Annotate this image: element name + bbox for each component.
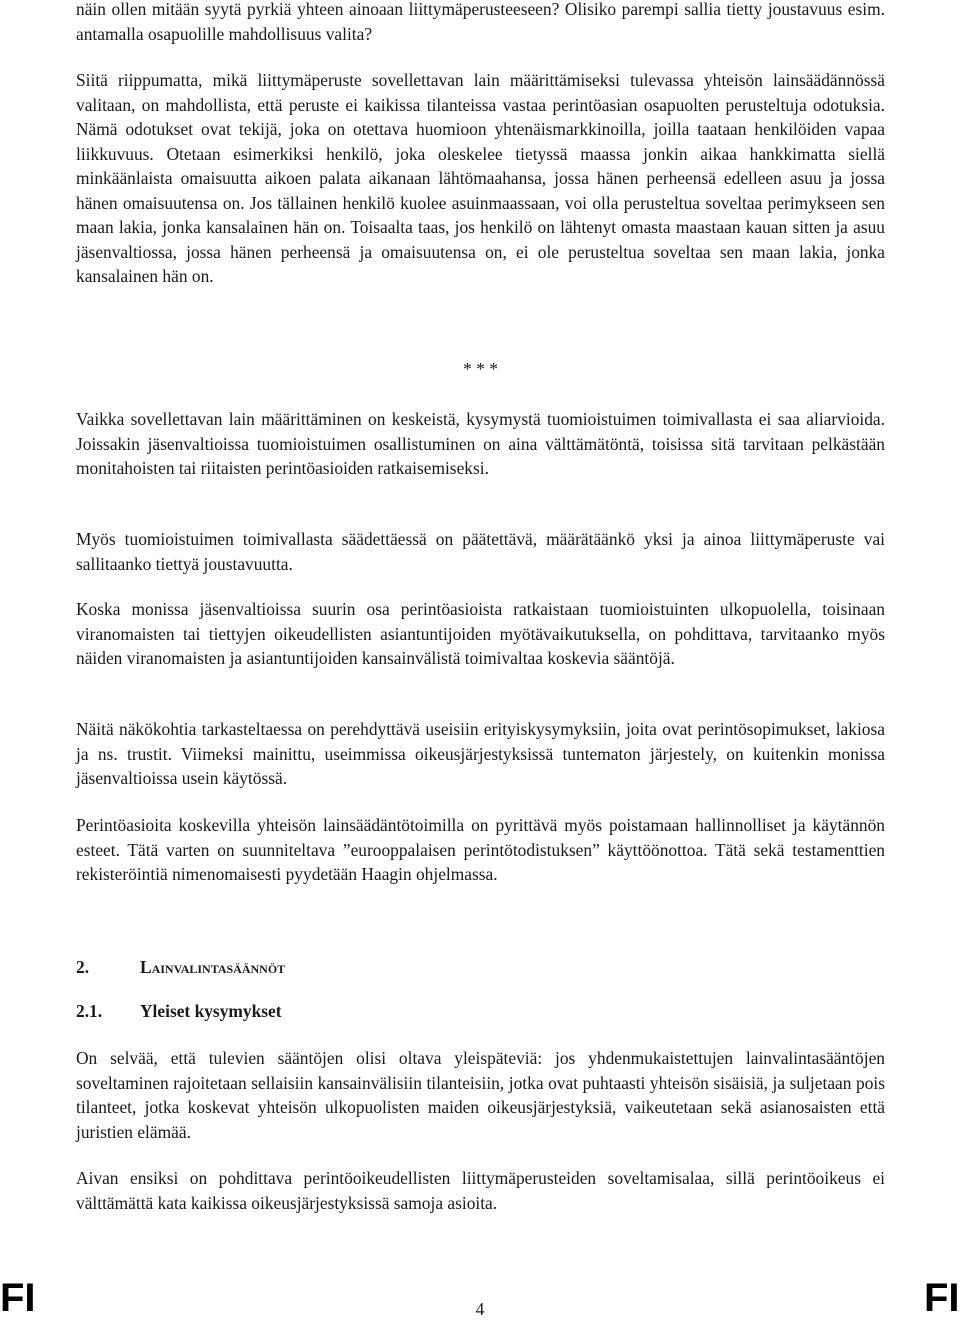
section-separator: * * *	[463, 359, 498, 379]
page-number: 4	[475, 1299, 485, 1319]
subsection-title: Yleiset kysymykset	[140, 1001, 282, 1021]
paragraph-authorities: Koska monissa jäsenvaltioissa suurin osa perintöasioista ratkaistaan tuomioistuinten ulkopuolella, toisinaan viranomaisten tai tiettyjen oikeudellisten asiantuntijoiden myötävaikutuksella, on pohdittava, tarvitaanko myös näiden viranomaisten ja asiantuntijoiden kansainvälistä toimivaltaa koskevia sääntöjä.	[76, 599, 885, 668]
section-heading-2	[76, 957, 285, 978]
paragraph-continued: näin ollen mitään syytä pyrkiä yhteen ainoaan liittymäperusteeseen? Olisiko parempi sallia tietty joustavuus esim. antamalla osapuolille mahdollisuus valita?	[76, 0, 885, 44]
paragraph-jurisdiction: Vaikka sovellettavan lain määrittäminen on keskeistä, kysymystä tuomioistuimen toimivallasta ei saa aliarvioida. Joissakin jäsenvaltioissa tuomioistuimen osallistuminen on aina välttämätöntä, toisissa sitä tarvitaan pelkästään monitahoisten tai riitaisten perintöasioiden ratkaisemiseksi.	[76, 409, 885, 478]
section-number: 2.	[76, 957, 90, 977]
subsection-number: 2.1.	[76, 1001, 103, 1021]
paragraph-scope: Aivan ensiksi on pohdittava perintöoikeudellisten liittymäperusteiden soveltamisalaa, sillä perintöoikeus ei välttämättä kata kaikissa oikeusjärjestyksissä samoja asioita.	[76, 1168, 885, 1213]
footer-language-code-right: FI	[924, 1276, 960, 1320]
footer-language-code-left: FI	[0, 1276, 36, 1320]
paragraph-expectations: Siitä riippumatta, mikä liittymäperuste sovellettavan lain määrittämiseksi tulevassa yhteisön lainsäädännössä valitaan, on mahdollista, että peruste ei kaikissa tilanteissa vastaa perintöasian osapuolten perusteltuja odotuksia. Nämä odotukset ovat tekijä, joka on otettava huomioon yhtenäismarkkinoilla, joilla taataan henkilöiden vapaa liikkuvuus. Otetaan esimerkiksi henkilö, joka oleskelee tietyssä maassa jonkin aikaa hankkimatta siellä minkäänlaista omaisuutta aikoen palata aikanaan lähtömaahansa, jossa hänen perheensä edelleen asuu ja jossa hänen omaisuutensa on. Jos tällainen henkilö kuolee asuinmaassaan, voi olla perusteltua soveltaa perimykseen sen maan lakia, jonka kansalainen hän on. Toisaalta taas, jos henkilö on lähtenyt omasta maastaan kauan sitten ja asuu jäsenvaltiossa, jossa hänen perheensä ja omaisuutensa on, ei ole perusteltua soveltaa sen maan lakia, jonka kansalainen hän on.	[76, 70, 885, 286]
paragraph-connecting-factor: Myös tuomioistuimen toimivallasta säädettäessä on päätettävä, määrätäänkö yksi ja ainoa liittymäperuste vai sallitaanko tiettyä joustavuutta.	[76, 529, 885, 574]
paragraph-special-questions: Näitä näkökohtia tarkasteltaessa on perehdyttävä useisiin erityiskysymyksiin, joita ovat perintösopimukset, lakiosa ja ns. trustit. Viimeksi mainittu, useimmissa oikeusjärjestyksissä tuntematon järjestely, on kuitenkin monissa jäsenvaltioissa usein käytössä.	[76, 719, 885, 788]
section-title: Lainvalintasäännöt	[140, 957, 286, 977]
section-heading-2-1	[76, 1001, 282, 1022]
paragraph-universal-rules: On selvää, että tulevien sääntöjen olisi oltava yleispäteviä: jos yhdenmukaistettujen lainvalintasääntöjen soveltaminen rajoitetaan sellaisiin kansainvälisiin tilanteisiin, jotka ovat puhtaasti yhteisön sisäisiä, ja suljetaan pois tilanteet, jotka koskevat yhteisön ulkopuolisten maiden oikeusjärjestyksiä, vaikeutetaan sekä asianosaisten että juristien elämää.	[76, 1048, 885, 1142]
paragraph-certificate: Perintöasioita koskevilla yhteisön lainsäädäntötoimilla on pyrittävä myös poistamaan hallinnolliset ja käytännön esteet. Tätä varten on suunniteltava ”eurooppalaisen perintötodistuksen” käyttöönottoa. Tätä sekä testamenttien rekisteröintiä nimenomaisesti pyydetään Haagin ohjelmassa.	[76, 815, 885, 884]
